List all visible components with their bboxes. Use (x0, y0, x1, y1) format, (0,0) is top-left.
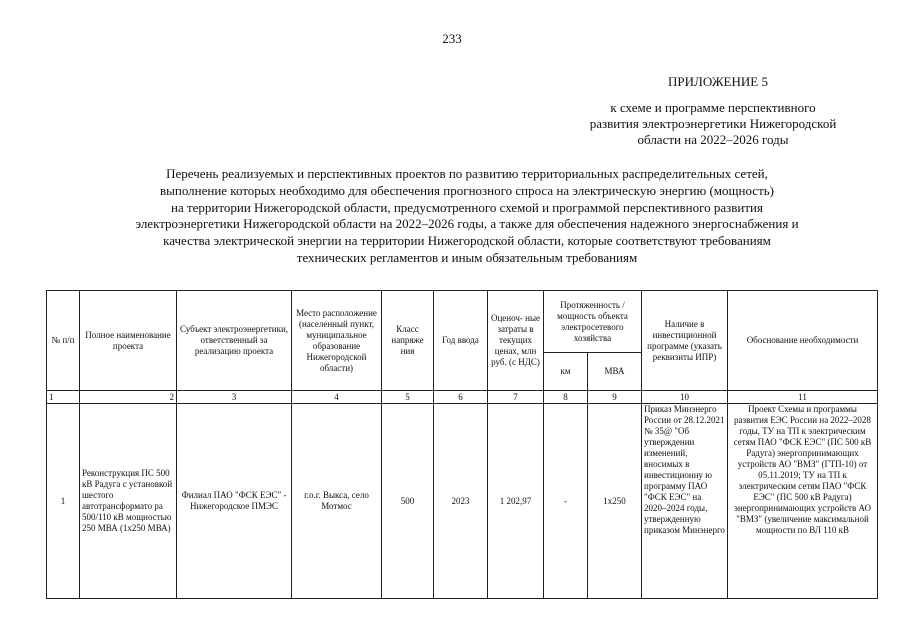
header-location: Место расположение (населенный пункт, муниципальное образование Нижегородской области) (292, 291, 382, 391)
header-year: Год ввода (434, 291, 488, 391)
appendix-title: ПРИЛОЖЕНИЕ 5 (668, 74, 768, 89)
cell-cost: 1 202,97 (488, 404, 544, 599)
projects-table (46, 290, 878, 599)
column-number: 11 (728, 391, 878, 404)
cell-voltage: 500 (382, 404, 434, 599)
column-number: 1 (47, 391, 80, 404)
cell-name: Реконструкция ПС 500 кВ Радуга с установкой шестого автотрансформато ра 500/110 кВ мощностью 250 МВА (1х250 МВА) (80, 404, 177, 599)
header-km: км (544, 353, 588, 391)
cell-basis (728, 404, 878, 599)
header-name: Полное наименование проекта (80, 291, 177, 391)
header-num: № п/п (47, 291, 80, 391)
header-subject: Субъект электроэнергетики, ответственный за реализацию проекта (177, 291, 292, 391)
cell-ipr-text: Приказ Минэнерго России от 28.12.2021 № 35@ "Об утверждении изменений, вносимых в инвестиционну ю программу ПАО "ФСК ЕЭС" на 2020–2024 годы, утвержденную приказом Минэнерго (644, 404, 725, 535)
header-ipr: Наличие в инвестиционной программе (указать реквизиты ИПР) (642, 291, 728, 391)
header-cost: Оценоч- ные затраты в текущих ценах, млн руб. (с НДС) (488, 291, 544, 391)
cell-location: г.о.г. Выкса, село Мотмос (292, 404, 382, 599)
header-length-group: Протяженность / мощность объекта электросетевого хозяйства (544, 291, 642, 353)
cell-mva: 1х250 (588, 404, 642, 599)
document-title-line: электроэнергетики Нижегородской области на 2022–2026 годы, а также для обеспечения надежного энергоснабжения и (135, 216, 799, 232)
column-number: 5 (382, 391, 434, 404)
appendix-subtitle-line: области на 2022–2026 годы (637, 132, 789, 147)
document-title-line: выполнение которых необходимо для обеспечения прогнозного спроса на электрическую энергию (мощность) (159, 182, 775, 198)
appendix-subtitle-line: к схеме и программе перспективного (610, 100, 816, 115)
cell-basis-text: Проект Схемы и программы развития ЕЭС России на 2022–2028 годы, ТУ на ТП к электрическим сетям ПАО "ФСК ЕЭС" (ПС 500 кВ Радуга) энергопринимающих устройств АО "ВМЗ" (ГТП-10) от 05.11.2019; ТУ на ТП к электрическим сетям ПАО "ФСК ЕЭС" (ПС 500 кВ Радуга) энергопринимающих устройств АО "ВМЗ" (увеличение максимальной мощности по ВЛ 110 кВ (733, 404, 872, 535)
appendix-subtitle-line: развития электроэнергетики Нижегородской (589, 116, 837, 131)
cell-year: 2023 (434, 404, 488, 599)
document-title-line: качества электрической энергии на территории Нижегородской области, которые соответствуют требованиям (163, 233, 771, 249)
document-title (70, 166, 864, 267)
appendix-subtitle (566, 100, 860, 148)
column-number: 4 (292, 391, 382, 404)
column-number: 3 (177, 391, 292, 404)
table-row (47, 404, 878, 599)
cell-ipr (642, 404, 728, 599)
page-number: 233 (442, 31, 462, 46)
cell-km: - (544, 404, 588, 599)
column-number: 10 (642, 391, 728, 404)
cell-num: 1 (47, 404, 80, 599)
column-number: 7 (488, 391, 544, 404)
header-voltage: Класс напряже ния (382, 291, 434, 391)
table-header-row (47, 291, 878, 353)
document-title-line: на территории Нижегородской области, предусмотренного схемой и программой перспективного развития (171, 199, 763, 215)
header-mva: МВА (588, 353, 642, 391)
document-title-line: технических регламентов и иным обязательным требованиям (296, 249, 638, 265)
cell-subject: Филиал ПАО "ФСК ЕЭС" - Нижегородское ПМЭС (177, 404, 292, 599)
column-number-row (47, 391, 878, 404)
column-number: 9 (588, 391, 642, 404)
column-number: 8 (544, 391, 588, 404)
header-basis: Обоснование необходимости (728, 291, 878, 391)
document-title-line: Перечень реализуемых и перспективных проектов по развитию территориальных распределительных сетей, (166, 166, 768, 181)
column-number: 6 (434, 391, 488, 404)
column-number: 2 (80, 391, 177, 404)
